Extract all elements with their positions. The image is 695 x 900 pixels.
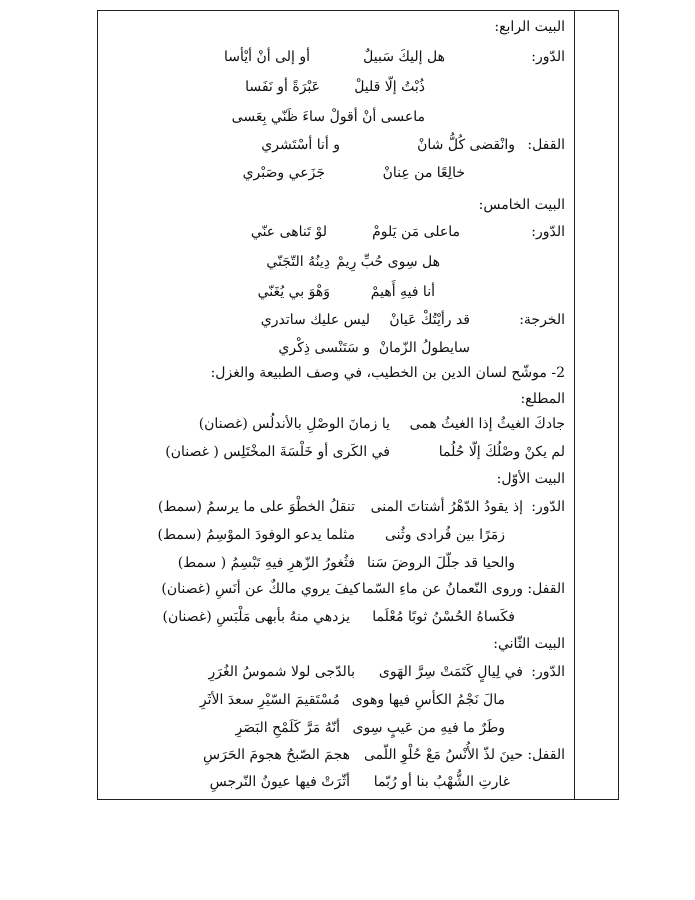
- verse-line: [105, 46, 565, 68]
- verse-part-1: زمَرًا بين فُرادى وثُنى: [384, 527, 505, 543]
- qufl-label: القفل:: [527, 137, 565, 153]
- verse-line: [105, 717, 565, 739]
- verse-part-1: ذُبْتُ إلّا قليلْ: [354, 79, 425, 95]
- verse-line: [105, 221, 565, 243]
- kharja-label: الخرجة:: [519, 312, 565, 328]
- verse-part-2: أنّهُ مَرَّ كَلَمْحِ البَصَرِ: [235, 720, 340, 736]
- bayt2-heading: البيت الثّاني:: [493, 636, 565, 652]
- verse-part-1: سايطولُ الزّمانْ: [378, 340, 470, 356]
- qufl-label: القفل:: [527, 747, 565, 763]
- verse-part-1: لم يكنْ وصْلُكَ إلّا حُلُما: [438, 444, 565, 460]
- verse-line: [105, 689, 565, 711]
- verse-line: [105, 76, 565, 98]
- verse-part-2: ساءَ ظَنّي بِعَسى: [231, 109, 325, 125]
- verse-part-1: إذ يقودُ الدّهْرُ أشتاتَ المنى: [370, 499, 523, 515]
- verse-line: [105, 524, 565, 546]
- verse-part-1: مالَ نَجْمُ الكأسِ فيها وهوى: [351, 692, 505, 708]
- verse-part-2: مُسْتَقيمَ السّيْرِ سعدَ الأثَرِ: [199, 692, 340, 708]
- verse-line: [105, 578, 565, 600]
- verse-part-2: يا زمانَ الوصْلِ بالأندلُس (غصنان): [198, 416, 390, 432]
- document-content: [105, 16, 565, 796]
- verse-part-2: ليس عليك ساتدري: [260, 312, 370, 328]
- dawr-label: الدّور:: [531, 49, 565, 65]
- verse-line: [105, 281, 565, 303]
- matla-label: المطلع:: [520, 391, 565, 407]
- verse-line: [105, 134, 565, 156]
- verse-part-1: وانْقضى كُلُّ شانْ: [417, 137, 515, 153]
- section-heading: [105, 633, 565, 655]
- verse-line: [105, 552, 565, 574]
- verse-part-1: هل إليكَ سَبيلٌ: [363, 49, 445, 65]
- verse-part-2: أثّرَتْ فيها عيونُ النّرجسِ: [209, 774, 350, 790]
- table-side-column: [571, 10, 619, 800]
- verse-part-2: دِينُهُ التّجَنّي: [266, 254, 330, 270]
- verse-part-1: وطَرٌ ما فيهِ من عَيبٍ سِوى: [352, 720, 505, 736]
- section4-heading: البيت الرابع:: [494, 19, 565, 35]
- verse-part-1: خالِعًا من عِنانْ: [382, 165, 465, 181]
- verse-part-2: لوْ تَناهى عنّي: [250, 224, 327, 240]
- verse-part-2: كيفَ يروي مالكٌ عن أنَسِ (غصنان): [161, 581, 360, 597]
- verse-part-2: جَزَعي وصَبْري: [242, 165, 325, 181]
- verse-part-1: أنا فيهِ أَهيمْ: [370, 284, 435, 300]
- verse-part-1: قد رأيْتُكْ عَيانْ: [389, 312, 470, 328]
- verse-part-1: في لِيالٍ كَتَمَتْ سِرَّ الهَوى: [378, 664, 523, 680]
- bayt1-heading: البيت الأوّل:: [496, 471, 565, 487]
- verse-part-2: في الكَرى أو خَلْسَةَ المخْتَلِس ( غصنان): [165, 444, 390, 460]
- section5-heading: البيت الخامس:: [478, 197, 565, 213]
- poem2-title: 2- موشّح لسان الدين بن الخطيب، في وصف الطبيعة والغزل:: [210, 365, 565, 381]
- verse-line: [105, 251, 565, 273]
- verse-part-1: هل سِوى حُبِّ رِيمْ: [336, 254, 440, 270]
- verse-line: [105, 606, 565, 628]
- verse-part-2: و سَتَنْسى ذِكْري: [278, 340, 370, 356]
- verse-part-1: فكَساهُ الحُسْنُ ثوبًا مُعْلَما: [372, 609, 515, 625]
- poem-title: [105, 362, 565, 384]
- verse-part-1: والحيا قد جلّلَ الروضَ سَنا: [367, 555, 515, 571]
- verse-part-2: تنقلُ الخطْوَ على ما يرسمُ (سمط): [157, 499, 355, 515]
- verse-part-2: مثلما يدعو الوفودَ الموْسِمُ (سمط): [157, 527, 355, 543]
- verse-part-1: حينَ لذّ الأُنْسُ مَعْ حُلْوِ اللّمى: [363, 747, 523, 763]
- verse-part-2: أو إلى أنْ أيْأسا: [223, 49, 310, 65]
- verse-part-1: جادكَ الغيثُ إذا الغيثُ همى: [409, 416, 565, 432]
- verse-line: [105, 162, 565, 184]
- section-heading: [105, 194, 565, 216]
- verse-line: [105, 441, 565, 463]
- dawr-label: الدّور:: [531, 499, 565, 515]
- verse-line: [105, 771, 565, 793]
- verse-part-1: وروى النّعمانُ عن ماءِ السّما: [361, 581, 523, 597]
- dawr-label: الدّور:: [531, 224, 565, 240]
- verse-part-2: يزدهي منهُ بأبهى مَلْبَسِ (غصنان): [162, 609, 350, 625]
- verse-line: [105, 661, 565, 683]
- verse-part-2: و أنا أسْتَشري: [261, 137, 340, 153]
- verse-part-2: فثُغورُ الزّهرِ فيهِ تَبْسِمُ ( سمط): [177, 555, 355, 571]
- dawr-label: الدّور:: [531, 664, 565, 680]
- verse-part-1: ماعلى مَن يَلومْ: [372, 224, 460, 240]
- qufl-label: القفل:: [527, 581, 565, 597]
- verse-part-2: عَبْرَةً أو نَفَسا: [245, 79, 320, 95]
- section-heading: [105, 388, 565, 410]
- verse-part-2: بالدّجى لولا شموسُ الغُرَرِ: [208, 664, 355, 680]
- section-heading: [105, 468, 565, 490]
- verse-part-2: هجمَ الصّبحُ هجومَ الحَرَسِ: [203, 747, 350, 763]
- verse-part-1: ماعسى أنْ أقولْ: [329, 109, 425, 125]
- verse-line: [105, 106, 565, 128]
- verse-part-2: وَهْوَ بي يُغَنّي: [257, 284, 330, 300]
- verse-line: [105, 496, 565, 518]
- verse-part-1: غارتِ الشُّهْبُ بنا أو رُبّما: [373, 774, 510, 790]
- verse-line: [105, 309, 565, 331]
- verse-line: [105, 337, 565, 359]
- section-heading: [105, 16, 565, 38]
- verse-line: [105, 744, 565, 766]
- verse-line: [105, 413, 565, 435]
